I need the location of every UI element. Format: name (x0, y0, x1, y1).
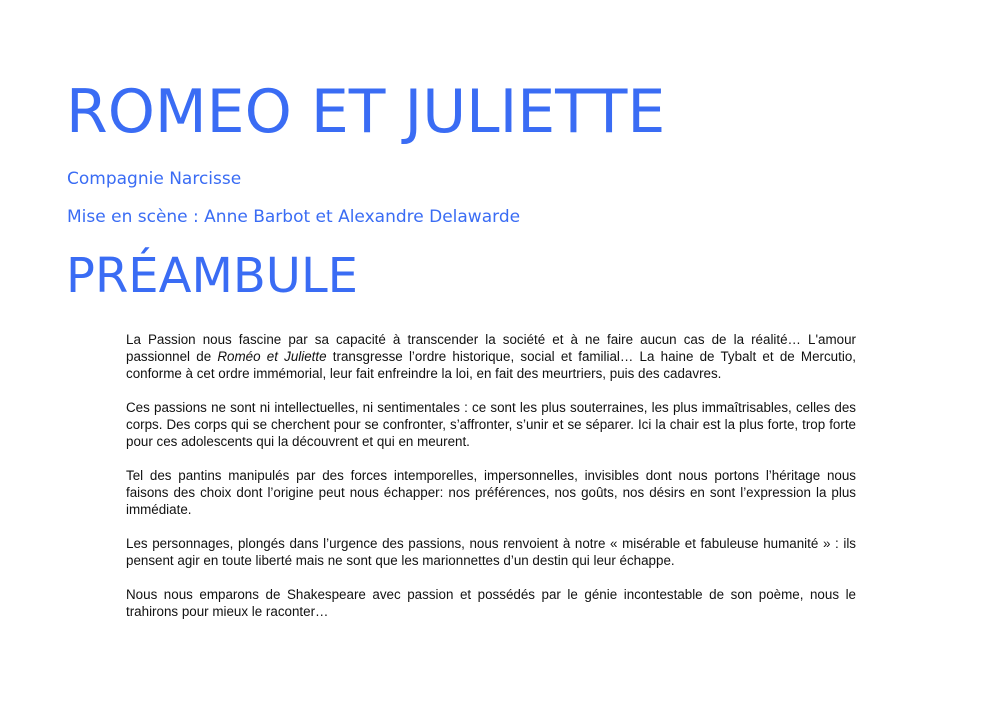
play-title-italic: Roméo et Juliette (217, 349, 327, 364)
company-name: Compagnie Narcisse (67, 169, 242, 189)
paragraph-5: Nous nous emparons de Shakespeare avec passion et possédés par le génie incontestable de son poème, nous le trahirons pour mieux le raconter… (126, 587, 856, 619)
play-title: ROMEO ET JULIETTE (66, 77, 666, 147)
section-heading: PRÉAMBULE (66, 248, 359, 304)
paragraph-2: Ces passions ne sont ni intellectuelles, ni sentimentales : ce sont les plus souterraines, les plus immaîtrisables, celles des corps. Des corps qui se cherchent pour se confronter, s’affronter, s’unir et se séparer. Ici la chair est la plus forte, trop forte pour ces adolescents qui la découvrent et qui en meurent. (126, 400, 856, 449)
paragraph-1 (126, 331, 856, 382)
direction-credit: Mise en scène : Anne Barbot et Alexandre Delawarde (67, 207, 521, 227)
paragraph-3: Tel des pantins manipulés par des forces intemporelles, impersonnelles, invisibles dont nous portons l’héritage nous faisons des choix dont l’origine peut nous échapper: nos préférences, nos goûts, nos désirs en sont l’expression la plus immédiate. (126, 468, 856, 517)
paragraph-1-text-start: La Passion nous fascine par sa capacité à transcender la société et à ne faire aucun cas de la réalité… L'amour passionnel de (126, 332, 856, 364)
paragraph-4: Les personnages, plongés dans l’urgence des passions, nous renvoient à notre « misérable et fabuleuse humanité » : ils pensent agir en toute liberté mais ne sont que les marionnettes d’un destin qui leur échappe. (126, 536, 856, 568)
paragraph-1-text-end: transgresse l’ordre historique, social et familial… La haine de Tybalt et de Mercutio, conforme à cet ordre immémorial, leur fait enfreindre la loi, en fait des meurtriers, puis des cadavres. (126, 349, 856, 381)
preamble-body (126, 331, 856, 620)
